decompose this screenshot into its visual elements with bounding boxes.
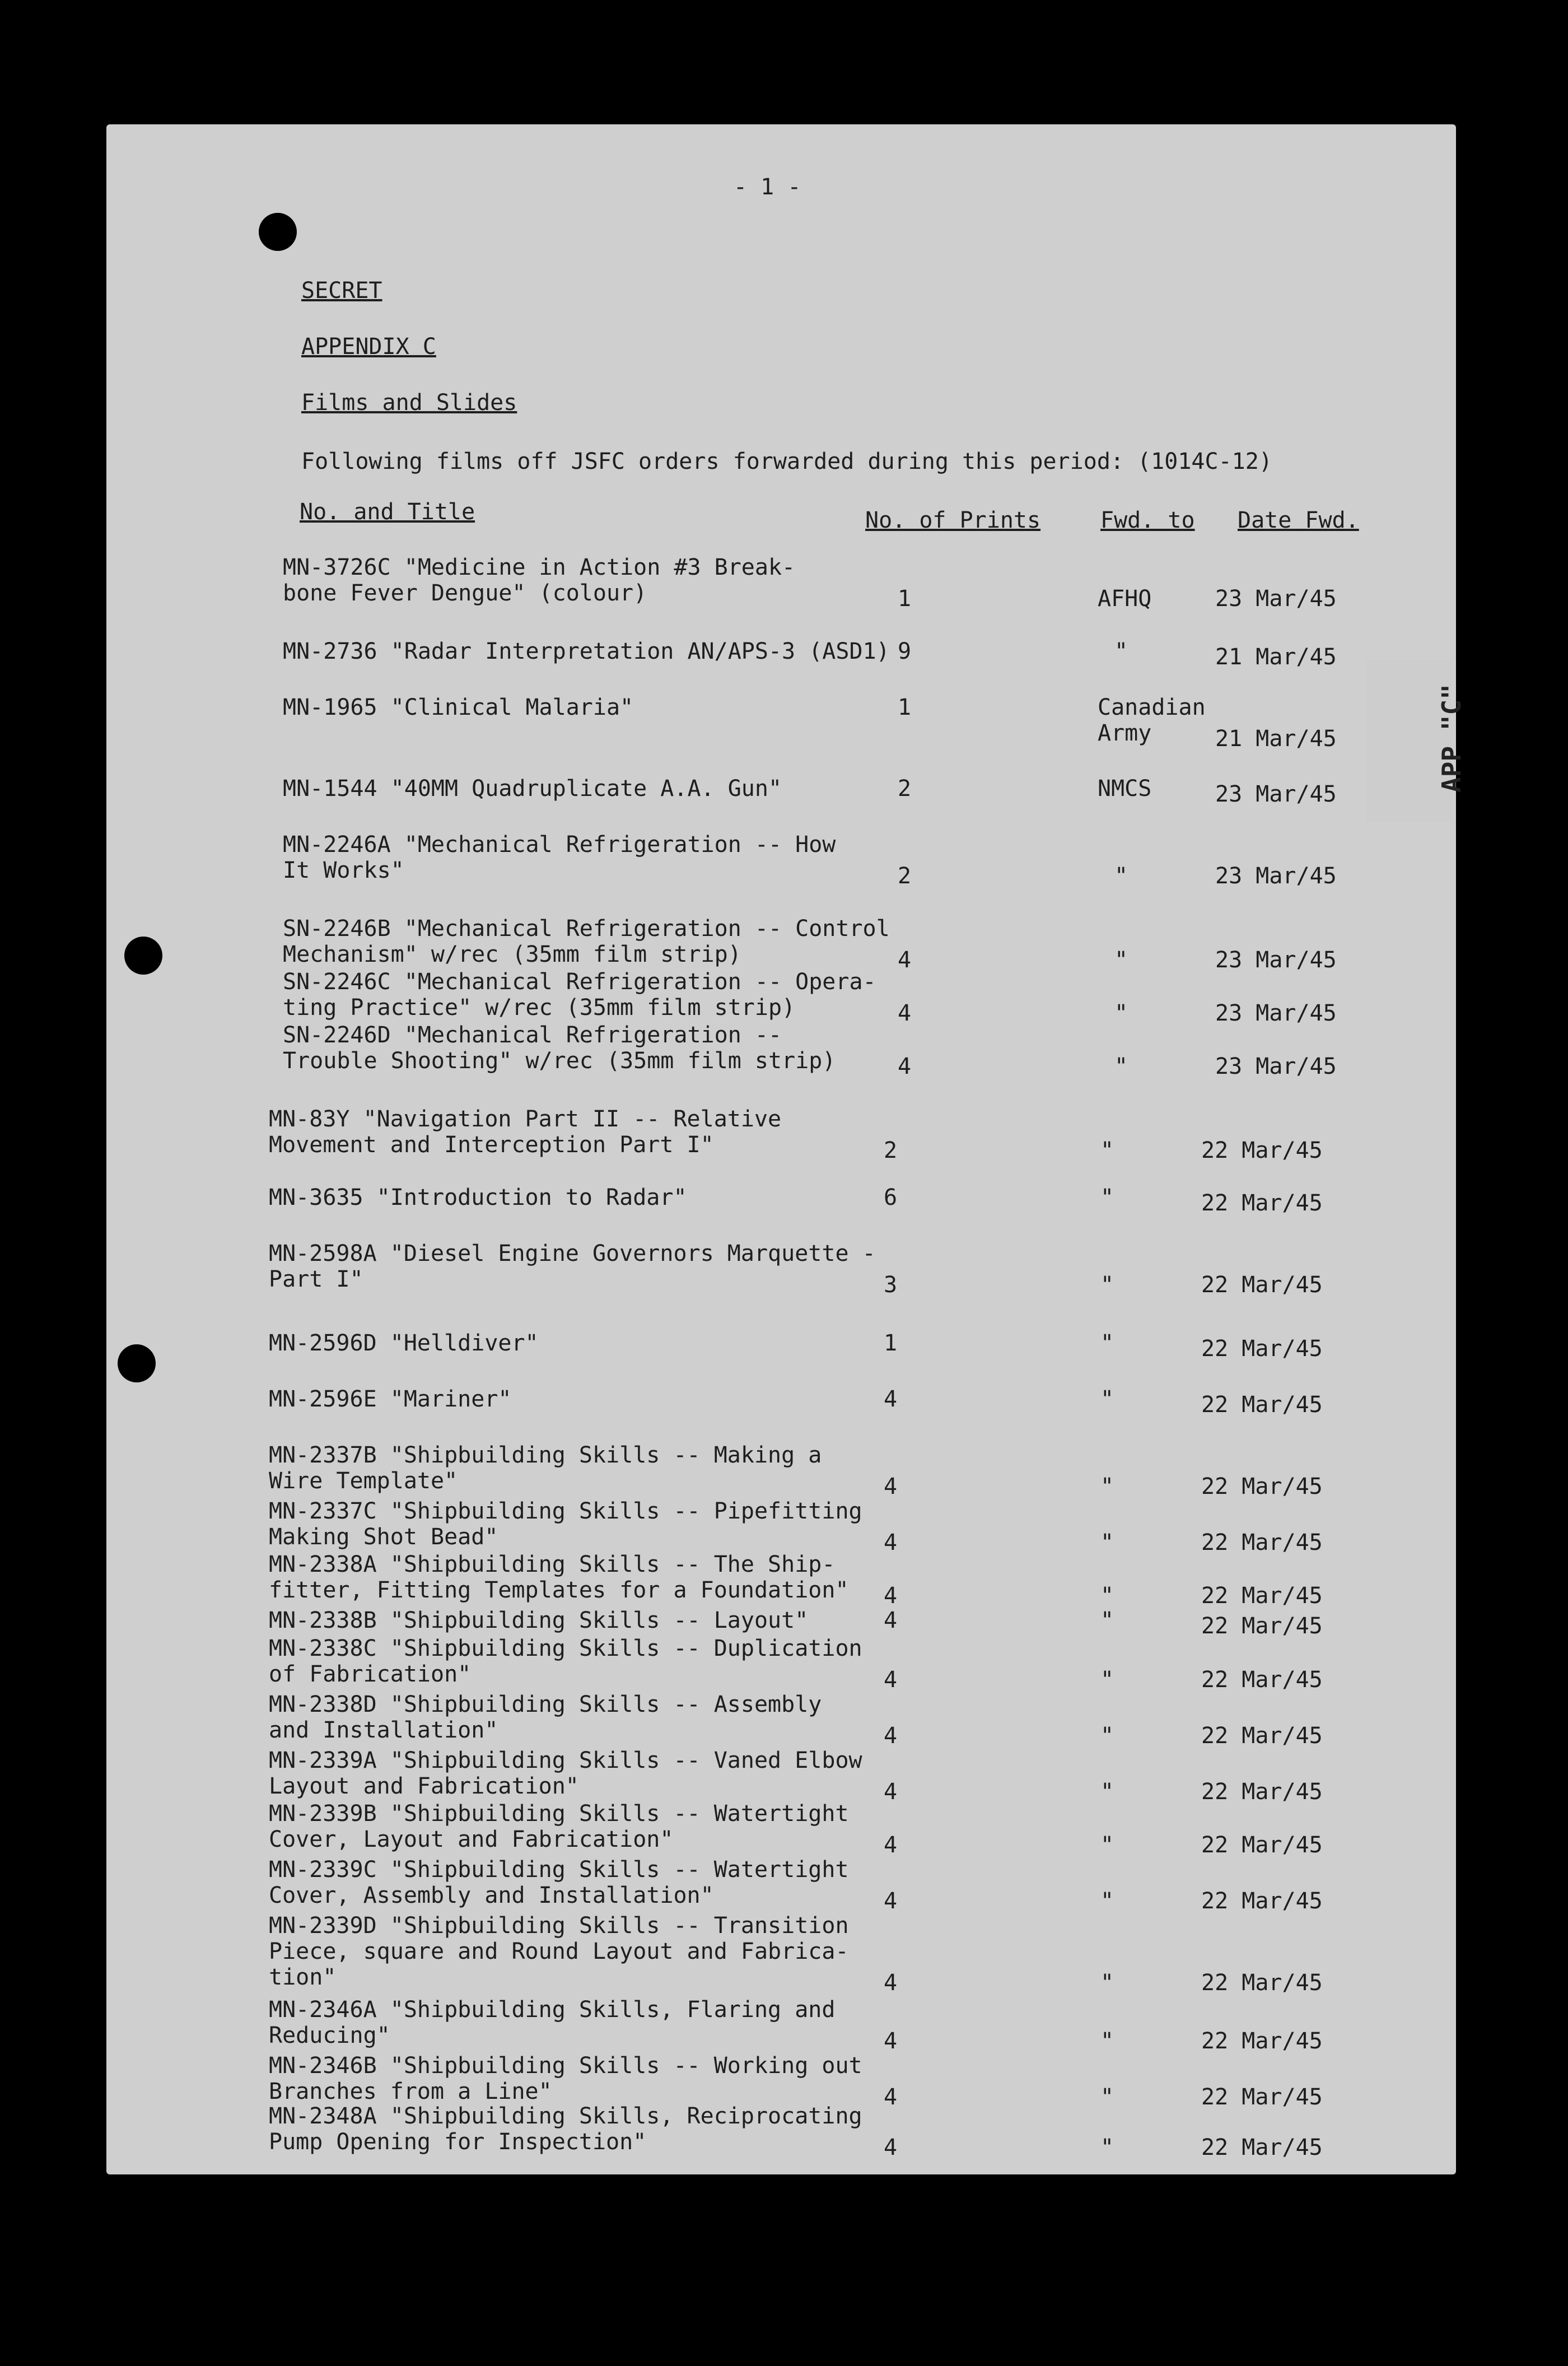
prints-count: 4 bbox=[883, 1530, 898, 1555]
film-title: MN-2596D "Helldiver" bbox=[269, 1330, 539, 1356]
forwarded-to: " bbox=[1100, 1888, 1114, 1914]
date-forwarded: 22 Mar/45 bbox=[1201, 2084, 1323, 2110]
date-forwarded: 23 Mar/45 bbox=[1215, 586, 1337, 612]
film-title: MN-2246A "Mechanical Refrigeration -- How It Works" bbox=[283, 832, 836, 883]
forwarded-to: " bbox=[1100, 1138, 1114, 1163]
forwarded-to: " bbox=[1100, 1272, 1114, 1298]
prints-count: 4 bbox=[883, 1608, 898, 1633]
punch-hole-bottom bbox=[118, 1344, 156, 1382]
date-forwarded: 22 Mar/45 bbox=[1201, 1138, 1323, 1163]
date-forwarded: 21 Mar/45 bbox=[1215, 644, 1337, 670]
forwarded-to: " bbox=[1100, 1185, 1114, 1210]
prints-count: 9 bbox=[897, 639, 912, 664]
date-forwarded: 22 Mar/45 bbox=[1201, 2135, 1323, 2160]
forwarded-to: " bbox=[1100, 2135, 1114, 2160]
date-forwarded: 22 Mar/45 bbox=[1201, 1888, 1323, 1914]
film-title: MN-2339C "Shipbuilding Skills -- Watertight Cover, Assembly and Installation" bbox=[269, 1857, 849, 1908]
punch-hole-middle bbox=[124, 937, 162, 975]
film-title: MN-2346A "Shipbuilding Skills, Flaring and Reducing" bbox=[269, 1997, 836, 2048]
film-title: MN-1965 "Clinical Malaria" bbox=[283, 695, 634, 720]
prints-count: 4 bbox=[883, 2028, 898, 2054]
forwarded-to: " bbox=[1100, 1667, 1114, 1693]
appendix-heading: APPENDIX C bbox=[301, 334, 436, 360]
prints-count: 4 bbox=[897, 1000, 912, 1026]
forwarded-to: " bbox=[1114, 947, 1128, 973]
film-title: MN-2736 "Radar Interpretation AN/APS-3 (ASD1) bbox=[283, 639, 890, 664]
film-title: MN-83Y "Navigation Part II -- Relative Movement and Interception Part I" bbox=[269, 1106, 782, 1158]
film-title: MN-2337C "Shipbuilding Skills -- Pipefitting Making Shot Bead" bbox=[269, 1498, 862, 1550]
date-forwarded: 22 Mar/45 bbox=[1201, 1583, 1323, 1609]
column-header-date: Date Fwd. bbox=[1238, 507, 1359, 533]
film-title: SN-2246C "Mechanical Refrigeration -- Opera- ting Practice" w/rec (35mm film strip) bbox=[283, 969, 876, 1021]
prints-count: 4 bbox=[883, 1970, 898, 1996]
film-title: MN-2338A "Shipbuilding Skills -- The Ship- fitter, Fitting Templates for a Foundation" bbox=[269, 1552, 849, 1603]
forwarded-to: " bbox=[1100, 1779, 1114, 1805]
film-title: MN-2338D "Shipbuilding Skills -- Assembly and Installation" bbox=[269, 1692, 822, 1743]
date-forwarded: 22 Mar/45 bbox=[1201, 1613, 1323, 1639]
forwarded-to: " bbox=[1100, 1583, 1114, 1609]
forwarded-to: " bbox=[1114, 1054, 1128, 1079]
film-title: MN-2339A "Shipbuilding Skills -- Vaned Elbow Layout and Fabrication" bbox=[269, 1748, 862, 1799]
date-forwarded: 22 Mar/45 bbox=[1201, 1667, 1323, 1693]
prints-count: 2 bbox=[897, 776, 912, 802]
prints-count: 4 bbox=[883, 1723, 898, 1749]
forwarded-to: " bbox=[1114, 639, 1128, 664]
punch-hole-top bbox=[259, 213, 297, 251]
date-forwarded: 22 Mar/45 bbox=[1201, 1336, 1323, 1362]
forwarded-to: " bbox=[1100, 1832, 1114, 1858]
prints-count: 4 bbox=[883, 2135, 898, 2160]
film-title: SN-2246B "Mechanical Refrigeration -- Control Mechanism" w/rec (35mm film strip) bbox=[283, 916, 890, 967]
film-title: MN-2598A "Diesel Engine Governors Marquette - Part I" bbox=[269, 1241, 876, 1292]
date-forwarded: 22 Mar/45 bbox=[1201, 1832, 1323, 1858]
forwarded-to: " bbox=[1114, 1000, 1128, 1026]
film-title: MN-3635 "Introduction to Radar" bbox=[269, 1185, 687, 1210]
prints-count: 1 bbox=[897, 695, 912, 720]
film-title: MN-1544 "40MM Quadruplicate A.A. Gun" bbox=[283, 776, 782, 802]
date-forwarded: 22 Mar/45 bbox=[1201, 1530, 1323, 1555]
appendix-tab-label: APP "C" bbox=[1436, 684, 1467, 793]
film-title: MN-2596E "Mariner" bbox=[269, 1386, 512, 1412]
date-forwarded: 22 Mar/45 bbox=[1201, 1392, 1323, 1418]
section-title: Films and Slides bbox=[301, 390, 517, 416]
date-forwarded: 22 Mar/45 bbox=[1201, 1723, 1323, 1749]
film-title: MN-2338C "Shipbuilding Skills -- Duplication of Fabrication" bbox=[269, 1636, 862, 1687]
prints-count: 4 bbox=[883, 1832, 898, 1858]
forwarded-to: " bbox=[1100, 1386, 1114, 1412]
film-title: MN-2348A "Shipbuilding Skills, Reciprocating Pump Opening for Inspection" bbox=[269, 2103, 862, 2155]
date-forwarded: 23 Mar/45 bbox=[1215, 781, 1337, 807]
prints-count: 3 bbox=[883, 1272, 898, 1298]
prints-count: 4 bbox=[883, 1474, 898, 1499]
date-forwarded: 22 Mar/45 bbox=[1201, 1190, 1323, 1216]
date-forwarded: 22 Mar/45 bbox=[1201, 1779, 1323, 1805]
forwarded-to: " bbox=[1100, 1330, 1114, 1356]
date-forwarded: 22 Mar/45 bbox=[1201, 1272, 1323, 1298]
forwarded-to: " bbox=[1100, 1474, 1114, 1499]
film-title: MN-2339D "Shipbuilding Skills -- Transition Piece, square and Round Layout and Fabrica- tion" bbox=[269, 1913, 849, 1990]
forwarded-to: " bbox=[1100, 1530, 1114, 1555]
date-forwarded: 22 Mar/45 bbox=[1201, 1970, 1323, 1996]
prints-count: 4 bbox=[897, 947, 912, 973]
prints-count: 4 bbox=[883, 1386, 898, 1412]
forwarded-to: Canadian Army bbox=[1098, 695, 1206, 746]
intro-sentence: Following films off JSFC orders forwarded during this period: (1014C-12) bbox=[301, 449, 1272, 474]
column-header-title: No. and Title bbox=[300, 499, 475, 525]
date-forwarded: 21 Mar/45 bbox=[1215, 726, 1337, 752]
forwarded-to: " bbox=[1100, 1608, 1114, 1633]
classification-label: SECRET bbox=[301, 278, 382, 304]
prints-count: 4 bbox=[883, 1667, 898, 1693]
page-number: - 1 - bbox=[734, 174, 801, 200]
date-forwarded: 22 Mar/45 bbox=[1201, 1474, 1323, 1499]
film-title: MN-2339B "Shipbuilding Skills -- Watertight Cover, Layout and Fabrication" bbox=[269, 1801, 849, 1852]
prints-count: 4 bbox=[883, 2084, 898, 2110]
prints-count: 4 bbox=[897, 1054, 912, 1079]
film-title: SN-2246D "Mechanical Refrigeration -- Trouble Shooting" w/rec (35mm film strip) bbox=[283, 1022, 836, 1074]
date-forwarded: 23 Mar/45 bbox=[1215, 947, 1337, 973]
date-forwarded: 23 Mar/45 bbox=[1215, 863, 1337, 889]
prints-count: 4 bbox=[883, 1888, 898, 1914]
date-forwarded: 22 Mar/45 bbox=[1201, 2028, 1323, 2054]
forwarded-to: " bbox=[1100, 1970, 1114, 1996]
date-forwarded: 23 Mar/45 bbox=[1215, 1000, 1337, 1026]
prints-count: 1 bbox=[897, 586, 912, 612]
date-forwarded: 23 Mar/45 bbox=[1215, 1054, 1337, 1079]
forwarded-to: AFHQ bbox=[1098, 586, 1152, 612]
forwarded-to: " bbox=[1114, 863, 1128, 889]
prints-count: 1 bbox=[883, 1330, 898, 1356]
film-title: MN-2346B "Shipbuilding Skills -- Working out Branches from a Line" bbox=[269, 2053, 862, 2104]
film-title: MN-2337B "Shipbuilding Skills -- Making a Wire Template" bbox=[269, 1442, 822, 1494]
prints-count: 2 bbox=[883, 1138, 898, 1163]
forwarded-to: " bbox=[1100, 1723, 1114, 1749]
film-title: MN-2338B "Shipbuilding Skills -- Layout" bbox=[269, 1608, 809, 1633]
film-title: MN-3726C "Medicine in Action #3 Break- bone Fever Dengue" (colour) bbox=[283, 555, 796, 606]
prints-count: 4 bbox=[883, 1779, 898, 1805]
prints-count: 6 bbox=[883, 1185, 898, 1210]
forwarded-to: " bbox=[1100, 2084, 1114, 2110]
forwarded-to: " bbox=[1100, 2028, 1114, 2054]
prints-count: 2 bbox=[897, 863, 912, 889]
column-header-fwd: Fwd. to bbox=[1100, 507, 1195, 533]
prints-count: 4 bbox=[883, 1583, 898, 1609]
forwarded-to: NMCS bbox=[1098, 776, 1152, 802]
column-header-prints: No. of Prints bbox=[865, 507, 1041, 533]
